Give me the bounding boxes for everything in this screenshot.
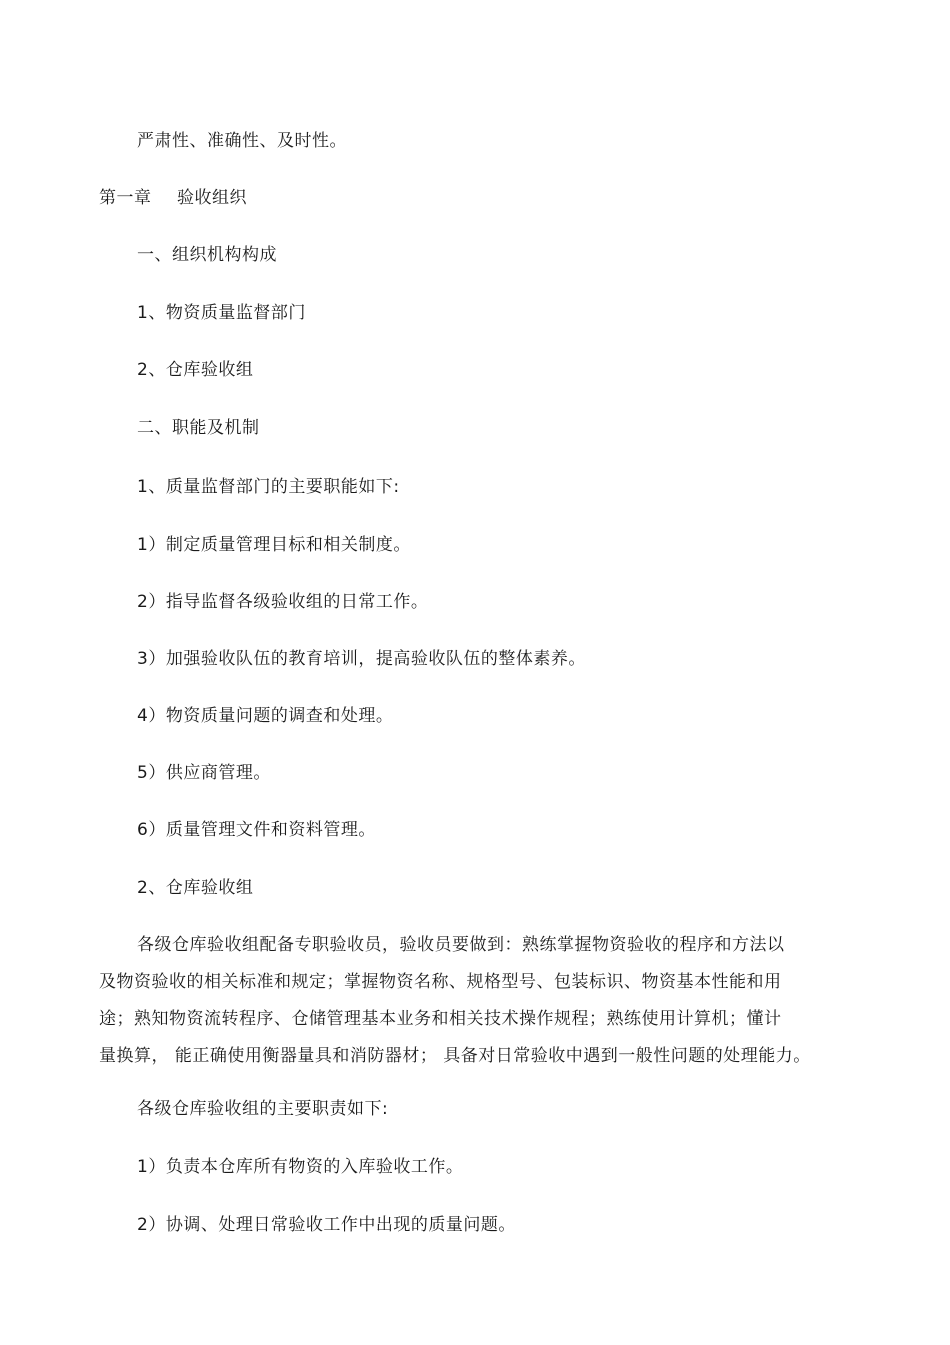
list-item: 1、物资质量监督部门 [137, 303, 306, 323]
section-heading: 二、职能及机制 [137, 418, 260, 438]
list-item: 2）指导监督各级验收组的日常工作。 [137, 592, 429, 612]
paragraph-line: 及物资验收的相关标准和规定；掌握物资名称、规格型号、包装标识、物资基本性能和用 [99, 972, 782, 992]
list-item: 4）物资质量问题的调查和处理。 [137, 706, 394, 726]
list-item: 2、仓库验收组 [137, 360, 254, 380]
list-item: 2）协调、处理日常验收工作中出现的质量问题。 [137, 1215, 516, 1235]
section-heading: 一、组织机构构成 [137, 245, 277, 265]
body-paragraph [99, 935, 839, 1083]
paragraph-line: 量换算， 能正确使用衡器量具和消防器材； 具备对日常验收中遇到一般性问题的处理能力。 [99, 1046, 811, 1066]
list-item: 3）加强验收队伍的教育培训，提高验收队伍的整体素养。 [137, 649, 586, 669]
paragraph-line: 各级仓库验收组配备专职验收员，验收员要做到：熟练掌握物资验收的程序和方法以 [137, 935, 785, 955]
list-item: 1）制定质量管理目标和相关制度。 [137, 535, 411, 555]
list-item: 1、质量监督部门的主要职能如下: [137, 477, 400, 497]
chapter-heading [99, 188, 247, 208]
chapter-number: 第一章 [99, 188, 152, 208]
paragraph-line: 途；熟知物资流转程序、仓储管理基本业务和相关技术操作规程；熟练使用计算机；懂计 [99, 1009, 782, 1029]
list-item: 1）负责本仓库所有物资的入库验收工作。 [137, 1157, 464, 1177]
text-line: 严肃性、准确性、及时性。 [137, 131, 347, 151]
list-item: 5）供应商管理。 [137, 763, 271, 783]
text-line: 各级仓库验收组的主要职责如下: [137, 1099, 389, 1119]
list-item: 6）质量管理文件和资料管理。 [137, 820, 376, 840]
chapter-title: 验收组织 [177, 188, 247, 208]
list-item: 2、仓库验收组 [137, 878, 254, 898]
